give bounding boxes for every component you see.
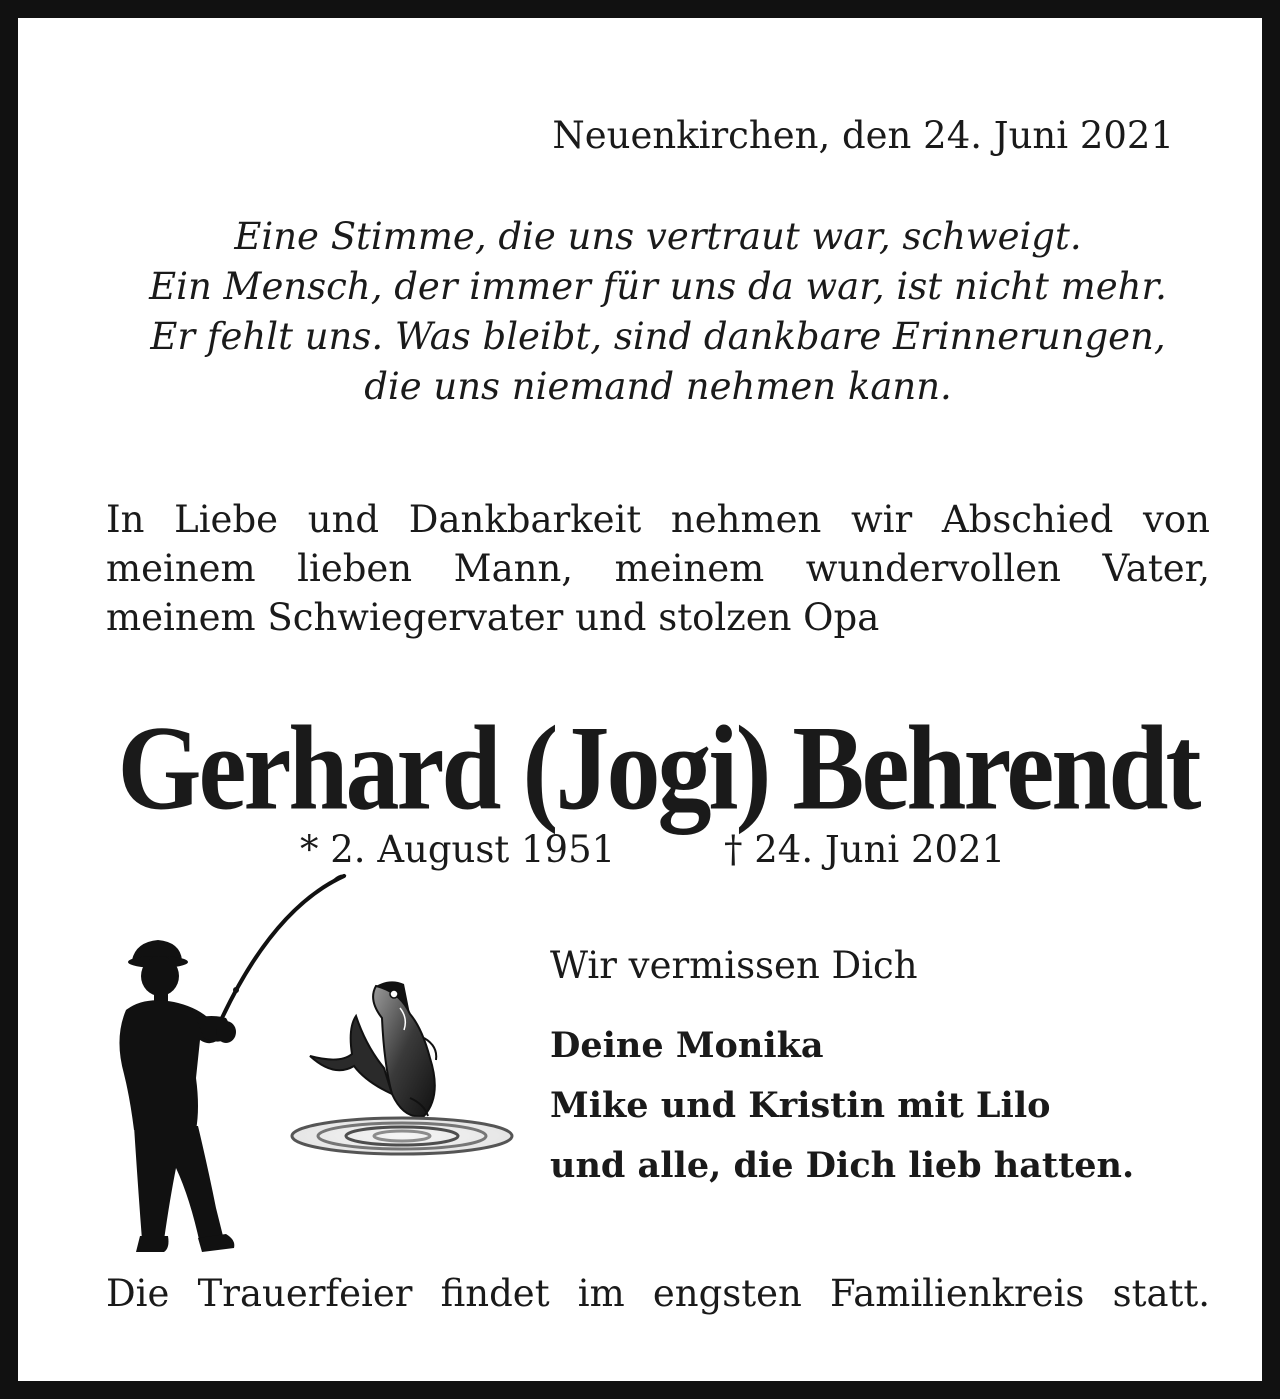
farewell-text xyxy=(106,495,1210,642)
poem-line: Er fehlt uns. Was bleibt, sind dankbare Erinnerungen, xyxy=(150,315,1166,358)
funeral-note: Die Trauerfeier findet im engsten Familienkreis statt. xyxy=(106,1272,1210,1315)
jumping-fish-icon xyxy=(310,981,436,1116)
farewell-line: meinem Schwiegervater und stolzen Opa xyxy=(106,596,880,639)
poem-line: Eine Stimme, die uns vertraut war, schweigt. xyxy=(234,215,1082,258)
birth-date: * 2. August 1951 xyxy=(300,828,616,871)
poem-line: die uns niemand nehmen kann. xyxy=(364,365,952,408)
fishing-illustration xyxy=(104,868,534,1258)
mourner-line: Mike und Kristin mit Lilo xyxy=(550,1085,1051,1126)
mourner-line: Deine Monika xyxy=(550,1025,824,1066)
fishing-scene xyxy=(104,868,534,1258)
mourners-list xyxy=(550,1016,1134,1196)
poem-line: Ein Mensch, der immer für uns da war, ist nicht mehr. xyxy=(149,265,1167,308)
place-and-date: Neuenkirchen, den 24. Juni 2021 xyxy=(552,114,1174,157)
angler-silhouette-icon xyxy=(119,940,236,1252)
farewell-line: In Liebe und Dankbarkeit nehmen wir Abschied von xyxy=(106,498,1210,541)
mourner-line: und alle, die Dich lieb hatten. xyxy=(550,1145,1135,1186)
farewell-line: meinem lieben Mann, meinem wundervollen Vater, xyxy=(106,547,1210,590)
miss-you-line: Wir vermissen Dich xyxy=(550,944,918,987)
fishing-rod-icon xyxy=(222,876,346,1019)
death-date: † 24. Juni 2021 xyxy=(724,828,1006,871)
water-ripples-icon xyxy=(292,1118,512,1154)
deceased-name: Gerhard (Jogi) Behrendt xyxy=(117,702,1199,836)
memorial-poem xyxy=(78,212,1238,412)
